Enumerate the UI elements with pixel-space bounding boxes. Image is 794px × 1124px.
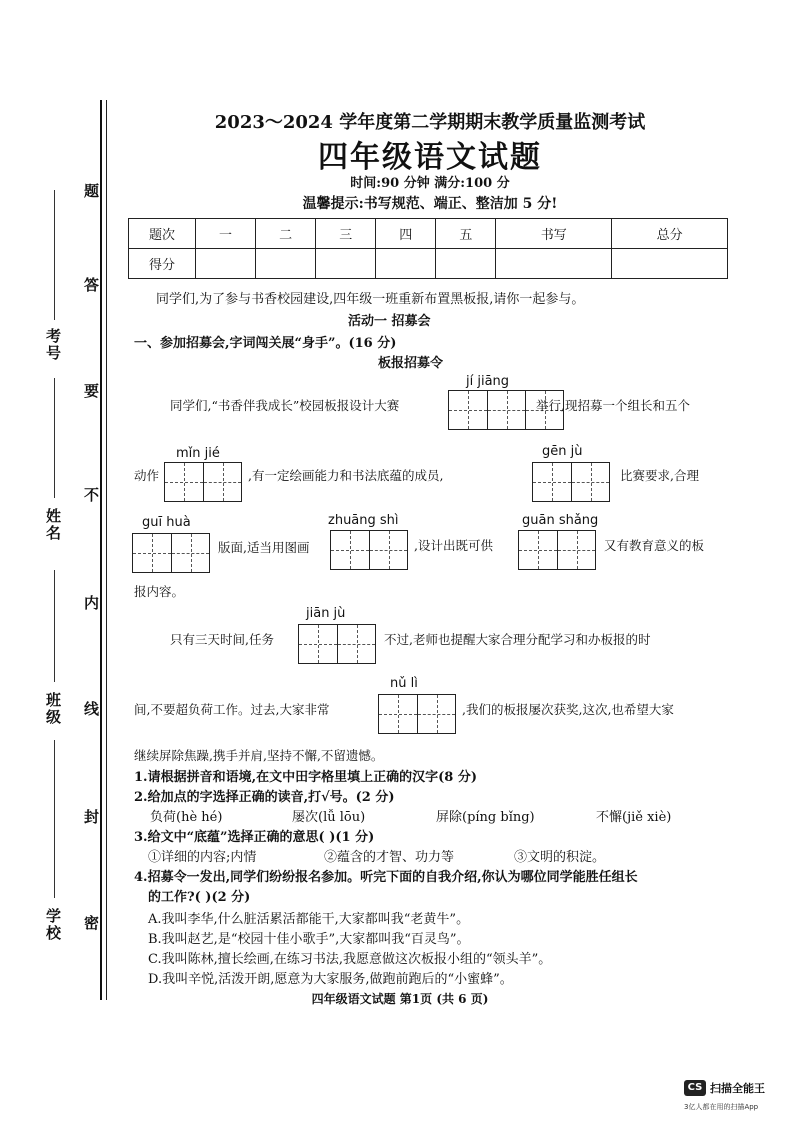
score-table-score-row (129, 249, 728, 279)
passage-line3-c: 又有教育意义的板 (604, 538, 705, 553)
score-cell[interactable] (376, 249, 436, 279)
passage-line3-a: 版面,适当用图画 (218, 540, 310, 555)
margin-char-1: 题 (84, 182, 100, 200)
question-2-option[interactable]: 负荷(hè hé) (150, 810, 223, 825)
margin-char-7: 封 (84, 808, 100, 826)
passage-line3-b: ,设计出既可供 (414, 538, 493, 553)
question-2-option[interactable]: 不懈(jiě xiè) (596, 810, 672, 825)
score-cell[interactable] (496, 249, 612, 279)
margin-char-3: 要 (84, 382, 100, 400)
tianzige-guihua[interactable] (132, 533, 210, 573)
passage-line4: 报内容。 (134, 584, 185, 599)
tianzige-zhuangshi[interactable] (330, 530, 408, 570)
field-class: 班级 (46, 691, 62, 726)
question-3: 3.给文中“底蕴”选择正确的意思( )(1 分) (134, 830, 375, 845)
activity-heading: 活动一 招募会 (348, 314, 431, 329)
question-4-option-d[interactable]: D.我叫辛悦,活泼开朗,愿意为大家服务,做跑前跑后的“小蜜蜂”。 (148, 972, 513, 987)
question-4-option-b[interactable]: B.我叫赵艺,是“校园十佳小歌手”,大家都叫我“百灵鸟”。 (148, 932, 470, 947)
score-header-cell: 书写 (496, 219, 612, 249)
question-4: 4.招募令一发出,同学们纷纷报名参加。听完下面的自我介绍,你认为哪位同学能胜任组长 (134, 870, 638, 885)
pinyin-jijiang: jí jiāng (466, 374, 510, 389)
passage-line2-b: ,有一定绘画能力和书法底蕴的成员, (248, 468, 444, 483)
passage-line6-a: 间,不要超负荷工作。过去,大家非常 (134, 702, 330, 717)
score-header-cell: 总分 (612, 219, 728, 249)
page-footer: 四年级语文试题 第1页 (共 6 页) (311, 992, 489, 1006)
score-cell[interactable] (256, 249, 316, 279)
passage-line1-b: 举行,现招募一个组长和五个 (536, 398, 690, 413)
question-3-option[interactable]: ①详细的内容;内情 (148, 850, 257, 865)
section-one-heading: 一、参加招募会,字词闯关展“身手”。(16 分) (134, 336, 397, 351)
margin-char-2: 答 (84, 276, 100, 294)
question-1: 1.请根据拼音和语境,在文中田字格里填上正确的汉字(8 分) (134, 770, 477, 785)
binding-line-inner (106, 100, 107, 1000)
score-cell[interactable] (316, 249, 376, 279)
pinyin-minjie: mǐn jié (176, 446, 220, 461)
scanner-app-name: 扫描全能王 (710, 1082, 765, 1095)
tianzige-guanshang[interactable] (518, 530, 596, 570)
passage-line7: 继续屏除焦躁,携手并肩,坚持不懈,不留遗憾。 (134, 748, 384, 763)
score-header-cell: 一 (196, 219, 256, 249)
notice-title: 板报招募令 (378, 356, 444, 371)
question-4-option-c[interactable]: C.我叫陈林,擅长绘画,在练习书法,我愿意做这次板报小组的“领头羊”。 (148, 952, 552, 967)
exam-title: 2023～2024 学年度第二学期期末教学质量监测考试 (214, 112, 646, 133)
passage-line2-a: 动作 (134, 468, 160, 483)
margin-char-4: 不 (84, 486, 100, 504)
field-name: 姓名 (46, 507, 62, 542)
score-header-cell: 五 (436, 219, 496, 249)
score-cell[interactable] (196, 249, 256, 279)
margin-char-8: 密 (84, 914, 100, 932)
writing-tip: 温馨提示:书写规范、端正、整洁加 5 分! (302, 196, 558, 212)
field-exam-number: 考号 (46, 327, 62, 362)
score-table-header-row (129, 219, 728, 249)
scanner-logo (684, 1080, 765, 1096)
pinyin-nuli: nǔ lì (390, 676, 418, 691)
score-row-label: 得分 (129, 249, 196, 279)
exam-subtitle: 四年级语文试题 (318, 140, 542, 175)
pinyin-guanshang: guān shǎng (522, 513, 599, 528)
time-info: 时间:90 分钟 满分:100 分 (350, 176, 510, 191)
question-3-option[interactable]: ③文明的积淀。 (514, 850, 606, 865)
question-4-cont: 的工作?( )(2 分) (148, 890, 251, 905)
field-class-line[interactable] (54, 570, 55, 682)
score-header-cell: 四 (376, 219, 436, 249)
passage-line2-c: 比赛要求,合理 (620, 468, 699, 483)
pinyin-jianju: jiān jù (306, 606, 346, 621)
cs-logo-icon: CS (684, 1080, 706, 1096)
question-2-option[interactable]: 屏除(píng bǐng) (436, 810, 535, 825)
score-table (128, 218, 728, 279)
binding-line (100, 100, 102, 1000)
question-3-option[interactable]: ②蕴含的才智、功力等 (324, 850, 455, 865)
pinyin-genju: gēn jù (542, 444, 583, 459)
field-name-line[interactable] (54, 378, 55, 498)
tianzige-minjie[interactable] (164, 462, 242, 502)
passage-line5-a: 只有三天时间,任务 (170, 632, 274, 647)
pinyin-zhuangshi: zhuāng shì (328, 513, 399, 528)
field-exam-number-line[interactable] (54, 190, 55, 320)
score-header-cell: 题次 (129, 219, 196, 249)
margin-char-5: 内 (84, 594, 100, 612)
score-header-cell: 二 (256, 219, 316, 249)
field-school-line[interactable] (54, 740, 55, 898)
question-2: 2.给加点的字选择正确的读音,打√号。(2 分) (134, 790, 395, 805)
passage-line6-b: ,我们的板报屡次获奖,这次,也希望大家 (462, 702, 674, 717)
scanner-tagline: 3亿人都在用的扫描App (684, 1103, 759, 1111)
score-header-cell: 三 (316, 219, 376, 249)
question-4-option-a[interactable]: A.我叫李华,什么脏活累活都能干,大家都叫我“老黄牛”。 (148, 912, 470, 927)
pinyin-guihua: guī huà (142, 515, 191, 530)
question-2-option[interactable]: 屡次(lǚ lōu) (292, 810, 366, 825)
score-cell[interactable] (612, 249, 728, 279)
intro-text: 同学们,为了参与书香校园建设,四年级一班重新布置黑板报,请你一起参与。 (156, 292, 585, 307)
tianzige-nuli[interactable] (378, 694, 456, 734)
tianzige-jianju[interactable] (298, 624, 376, 664)
margin-char-6: 线 (84, 700, 100, 718)
field-school: 学校 (46, 907, 62, 942)
passage-line1-a: 同学们,“书香伴我成长”校园板报设计大赛 (170, 398, 400, 413)
passage-line5-b: 不过,老师也提醒大家合理分配学习和办板报的时 (384, 632, 651, 647)
tianzige-genju[interactable] (532, 462, 610, 502)
score-cell[interactable] (436, 249, 496, 279)
